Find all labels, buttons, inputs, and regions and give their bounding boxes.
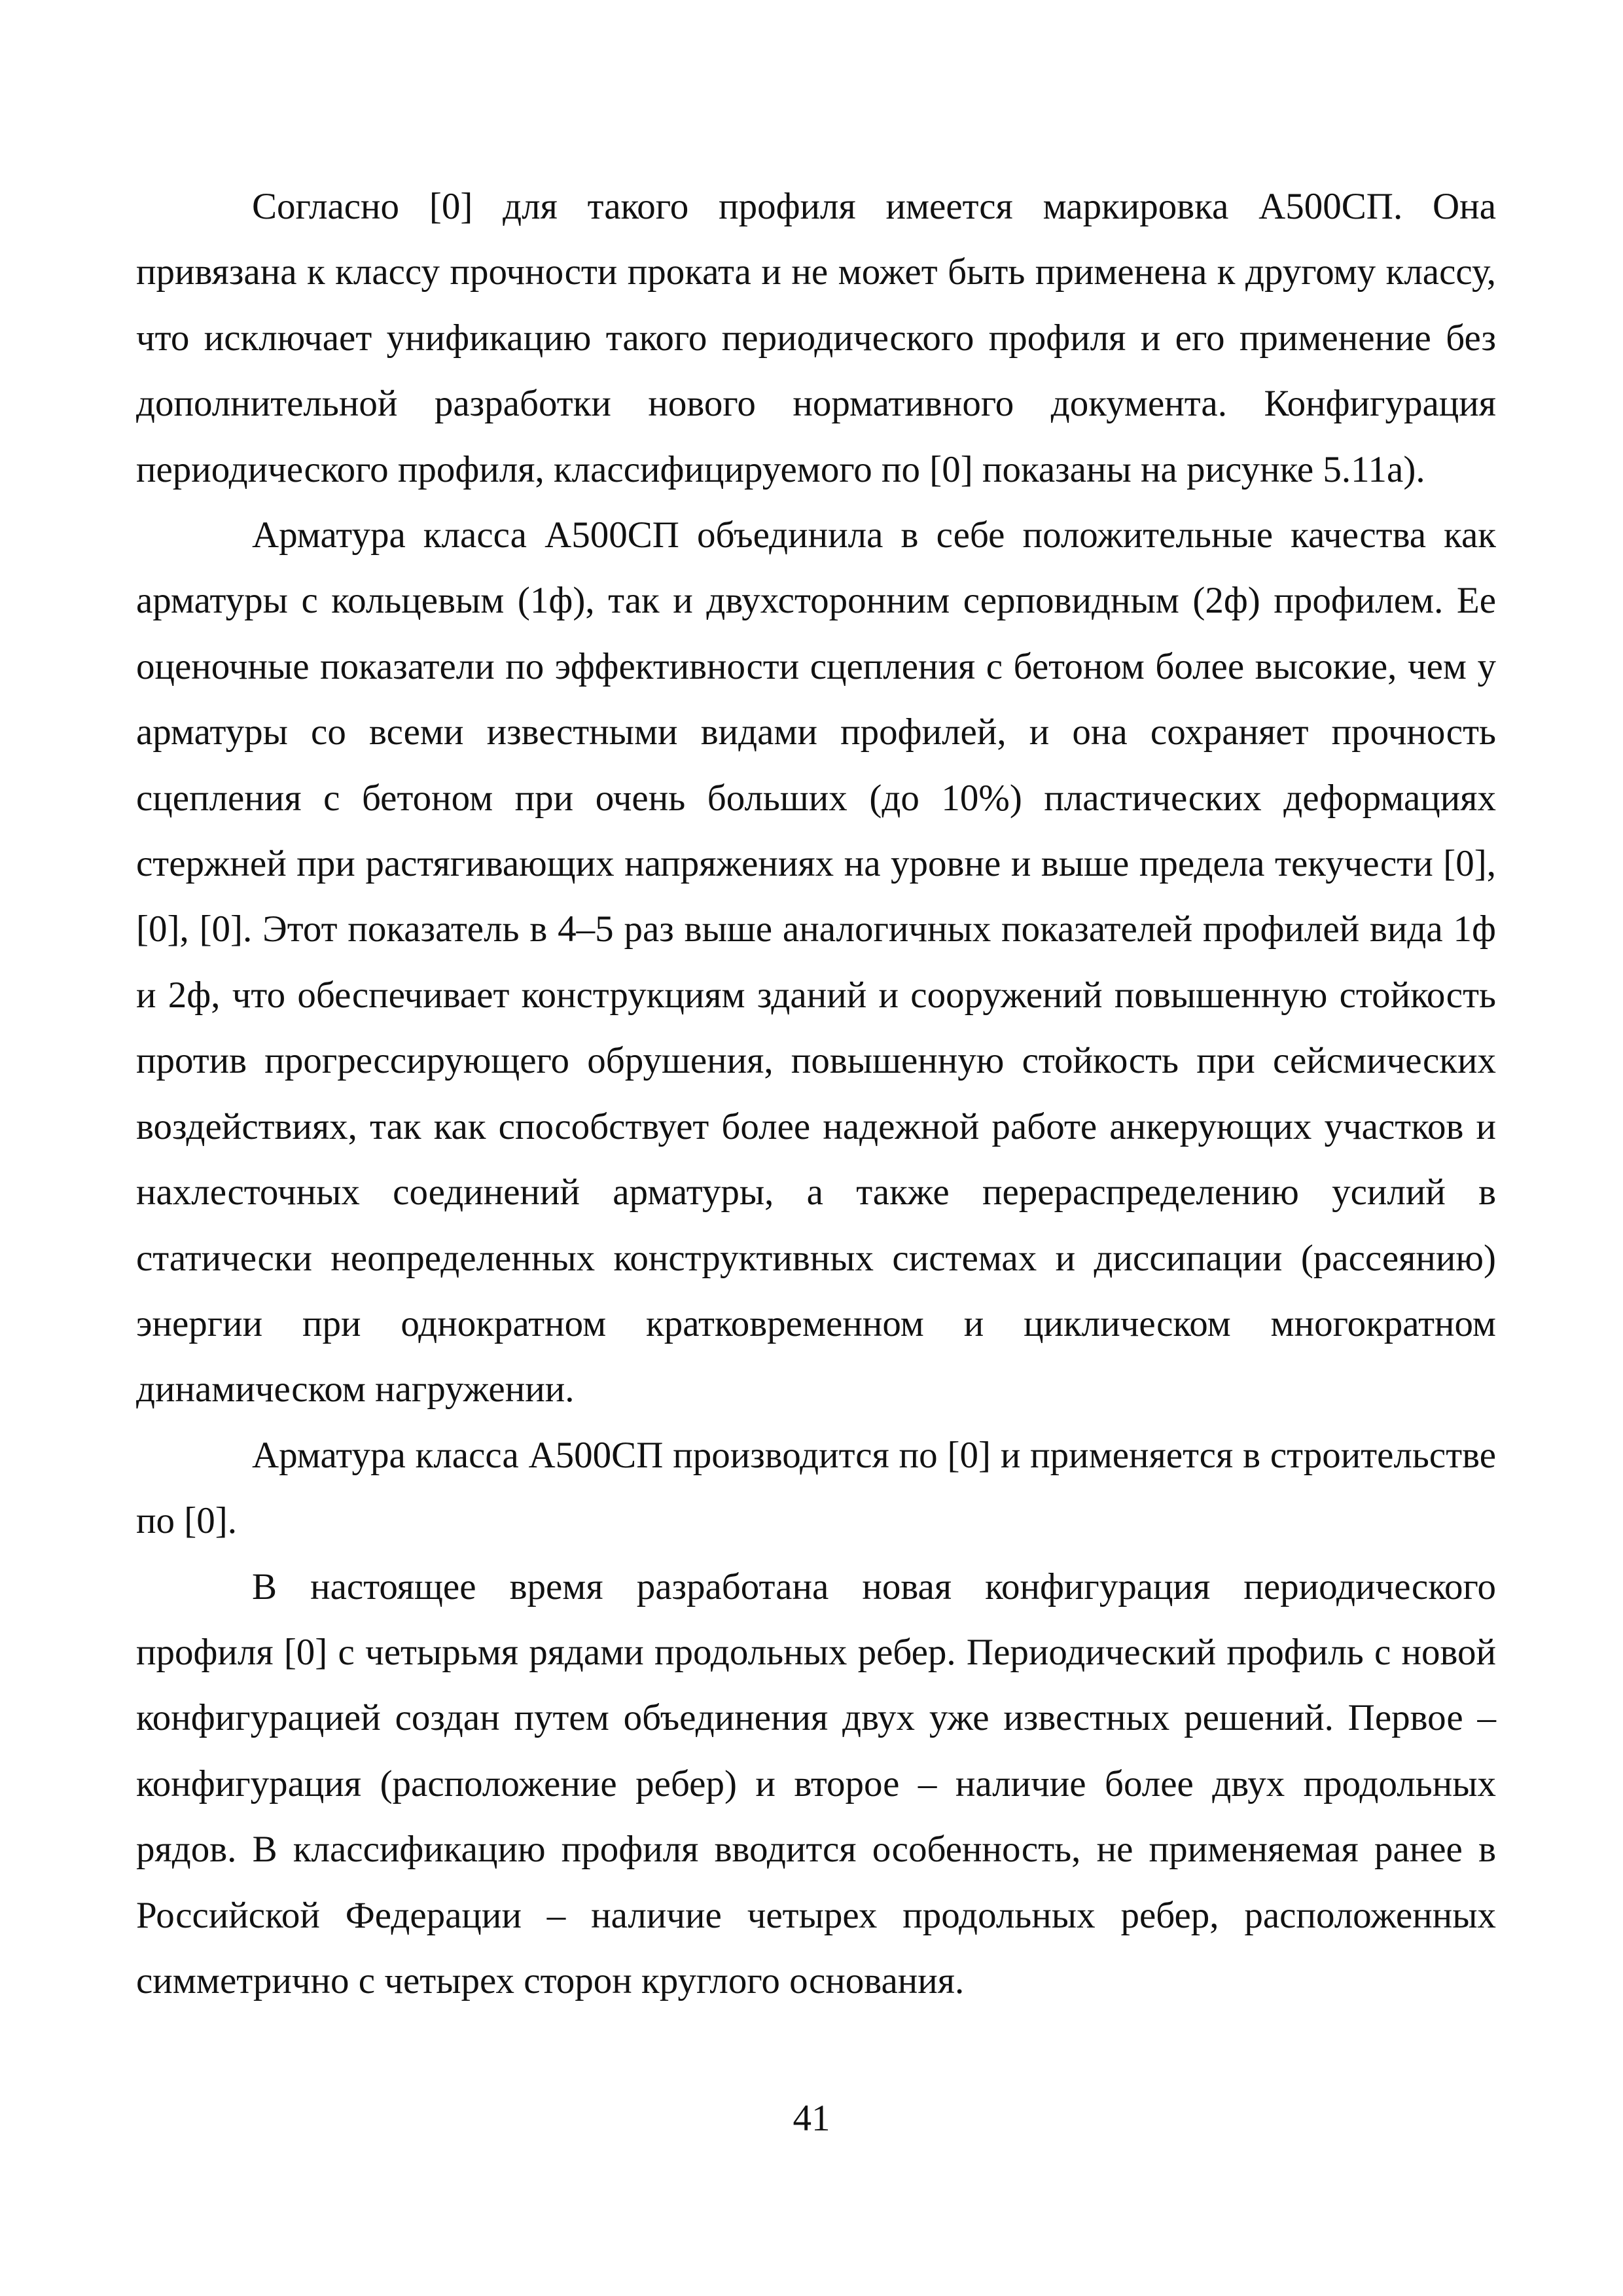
page-number: 41 <box>793 2098 830 2139</box>
paragraph-a500sp-properties: Арматура класса А500СП объединила в себе положительные качества как арматуры с кольцевым (1ф), так и двухсторонним серповидным (2ф) профилем. Ее оценочные показатели по эффективности сцепления с бетоном более высокие, чем у арматуры со всеми известными видами профилей, и она сохраняет прочность сцепления с бетоном при очень больших (до 10%) пластических деформациях стержней при растягивающих напряжениях на уровне и выше предела текучести [0], [0], [0]. Этот показатель в 4–5 раз выше аналогичных показателей профилей вида 1ф и 2ф, что обеспечивает конструкциям зданий и сооружений повышенную стойкость против прогрессирующего обрушения, повышенную стойкость при сейсмических воздействиях, так как способствует более надежной работе анкерующих участков и нахлесточных соединений арматуры, а также перераспределению усилий в статически неопределенных конструктивных системах и диссипации (рассеянию) энергии при однократном кратковременном и циклическом многократном динамическом нагружении. <box>136 514 1496 1410</box>
paragraph-new-configuration: В настоящее время разработана новая конфигурация периодического профиля [0] с четырьмя рядами продольных ребер. Периодический профиль с новой конфигурацией создан путем объединения двух уже известных решений. Первое – конфигурация (расположение ребер) и второе – наличие более двух продольных рядов. В классификацию профиля вводится особенность, не применяемая ранее в Российской Федерации – наличие четырех продольных ребер, расположенных симметрично с четырех сторон круглого основания. <box>136 1566 1496 2001</box>
paragraph-marking: Согласно [0] для такого профиля имеется маркировка А500СП. Она привязана к классу прочности проката и не может быть применена к другому классу, что исключает унификацию такого периодического профиля и его применение без дополнительной разработки нового нормативного документа. Конфигурация периодического профиля, классифицируемого по [0] показаны на рисунке 5.11а). <box>136 186 1496 490</box>
paragraph-a500sp-production: Арматура класса А500СП производится по [0] и применяется в строительстве по [0]. <box>136 1434 1496 1542</box>
document-body <box>136 174 1496 2014</box>
